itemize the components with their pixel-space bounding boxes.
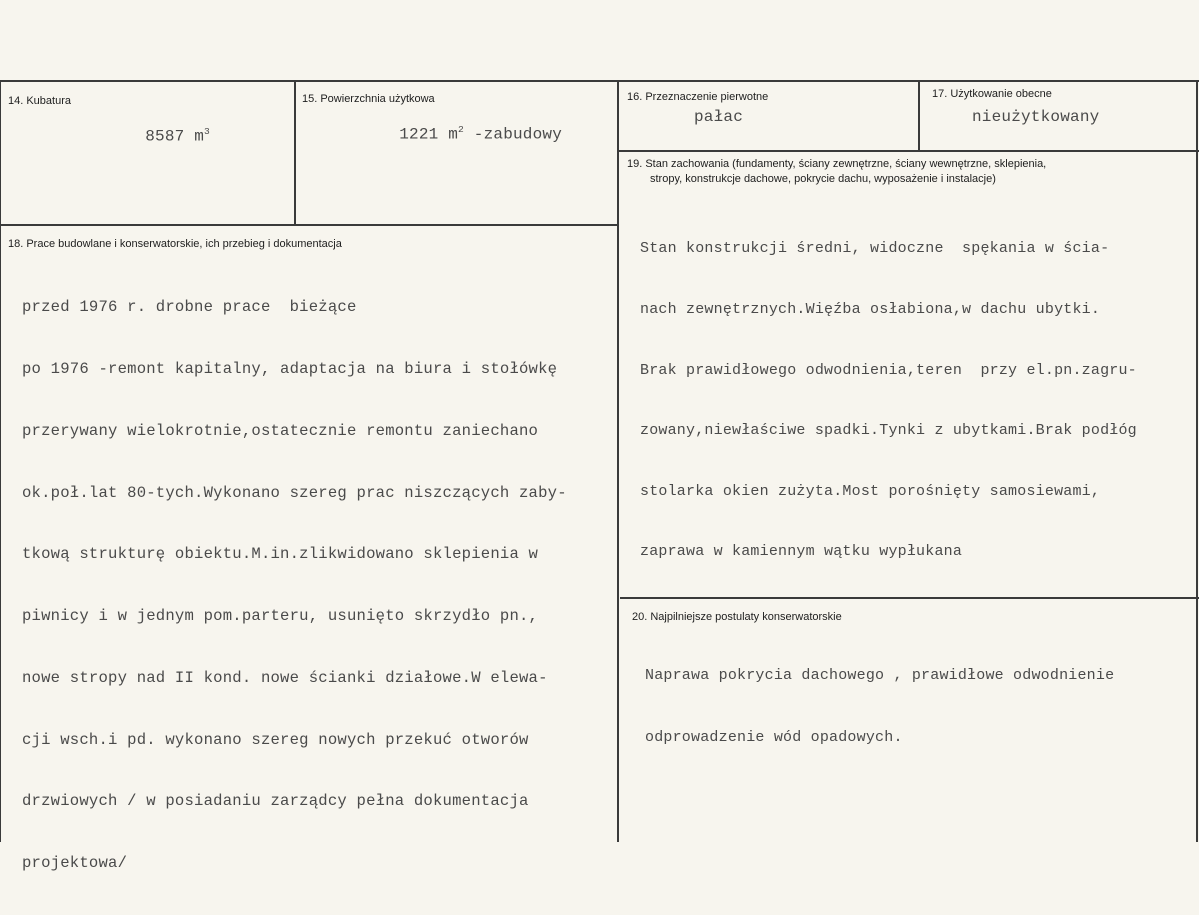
field-18-label: 18. Prace budowlane i konserwatorskie, ich przebieg i dokumentacja bbox=[8, 238, 342, 250]
field-19-line: zowany,niewłaściwe spadki.Tynki z ubytkami.Brak podłóg bbox=[640, 422, 1137, 440]
field-18-line: tkową strukturę obiektu.M.in.zlikwidowano sklepienia w bbox=[22, 545, 539, 564]
field-19-label: 19. Stan zachowania (fundamenty, ściany zewnętrzne, ściany wewnętrzne, sklepienia, bbox=[627, 158, 1047, 170]
field-14-label: 14. Kubatura bbox=[8, 95, 71, 107]
row1-bottom-rule-left bbox=[0, 224, 618, 226]
row1-bottom-rule-right bbox=[618, 150, 1199, 152]
field-19-text bbox=[640, 199, 1137, 603]
field-17-label: 17. Użytkowanie obecne bbox=[932, 88, 1052, 100]
field-18-line: drzwiowych / w posiadaniu zarządcy pełna dokumentacja bbox=[22, 792, 529, 811]
field-18-line: ok.poł.lat 80-tych.Wykonano szereg prac niszczących zaby- bbox=[22, 483, 567, 502]
field-15-value bbox=[360, 106, 562, 161]
right-border bbox=[1196, 80, 1198, 842]
field-20-line: odprowadzenie wód opadowych. bbox=[645, 728, 903, 746]
field-16-label: 16. Przeznaczenie pierwotne bbox=[627, 91, 769, 103]
top-rule bbox=[0, 80, 1199, 82]
left-border bbox=[0, 80, 1, 842]
field-14-value bbox=[106, 108, 210, 163]
field-18-line: po 1976 -remont kapitalny, adaptacja na biura i stołówkę bbox=[22, 359, 558, 378]
field-18-line: przerywany wielokrotnie,ostatecznie remontu zaniechano bbox=[22, 421, 539, 440]
powierzchnia-value: 1221 m bbox=[399, 125, 459, 144]
divider-16-17 bbox=[918, 82, 920, 151]
field-19-line: Brak prawidłowego odwodnienia,teren przy el.pn.zagru- bbox=[640, 361, 1137, 379]
powierzchnia-unit-exponent: 2 bbox=[458, 124, 464, 135]
kubatura-unit-exponent: 3 bbox=[204, 126, 210, 137]
field-18-line: piwnicy i w jednym pom.parteru, usunięto skrzydło pn., bbox=[22, 607, 539, 626]
field-19-line: nach zewnętrznych.Więźba osłabiona,w dachu ubytki. bbox=[640, 301, 1101, 319]
field-20-text bbox=[645, 625, 1114, 789]
field-20-line: Naprawa pokrycia dachowego , prawidłowe odwodnienie bbox=[645, 667, 1115, 684]
field-18-line: cji wsch.i pd. wykonano szereg nowych przekuć otworów bbox=[22, 730, 529, 749]
field-18-line: przed 1976 r. drobne prace bieżące bbox=[22, 298, 357, 317]
divider-14-15 bbox=[294, 82, 296, 225]
field-19-line: stolarka okien zużyta.Most porośnięty samosiewami, bbox=[640, 482, 1101, 500]
field-20-label: 20. Najpilniejsze postulaty konserwatorskie bbox=[632, 611, 842, 623]
field-19-label-cont: stropy, konstrukcje dachowe, pokrycie dachu, wyposażenie i instalacje) bbox=[650, 173, 996, 185]
kubatura-value: 8587 m bbox=[145, 127, 205, 146]
field-18-text bbox=[22, 256, 567, 915]
field-16-value: pałac bbox=[694, 108, 744, 126]
field-19-line: zaprawa w kamiennym wątku wypłukana bbox=[640, 543, 963, 561]
field-18-line: nowe stropy nad II kond. nowe ścianki działowe.W elewa- bbox=[22, 668, 548, 687]
field-18-line: projektowa/ bbox=[22, 854, 128, 873]
divider-main bbox=[617, 82, 619, 842]
powierzchnia-suffix: -zabudowy bbox=[464, 125, 563, 144]
field-15-label: 15. Powierzchnia użytkowa bbox=[302, 93, 435, 105]
field-17-value: nieużytkowany bbox=[972, 108, 1100, 126]
field-19-line: Stan konstrukcji średni, widoczne spękania w ścia- bbox=[640, 240, 1110, 258]
